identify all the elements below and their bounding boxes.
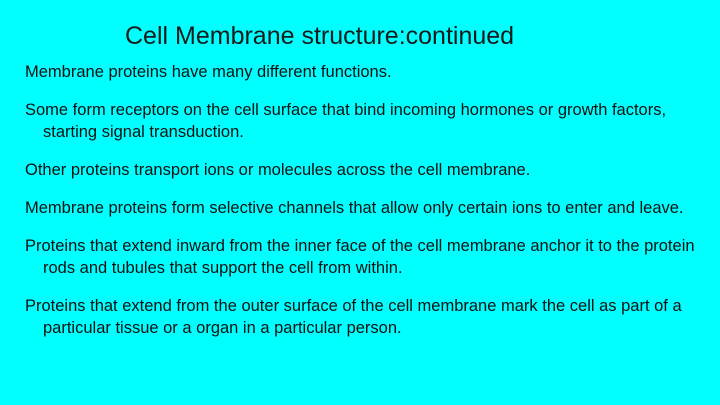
paragraph-transport: Other proteins transport ions or molecules across the cell membrane. (25, 161, 531, 179)
paragraph-markers: Proteins that extend from the outer surface of the cell membrane mark the cell as part of a particular tissue or a organ in a particular person. (25, 297, 682, 337)
slide-body (25, 61, 705, 355)
slide-title: Cell Membrane structure:continued (125, 22, 515, 50)
paragraph-receptors: Some form receptors on the cell surface that bind incoming hormones or growth factors, starting signal transduction. (25, 101, 667, 141)
paragraph-anchor: Proteins that extend inward from the inner face of the cell membrane anchor it to the protein rods and tubules that support the cell from within. (25, 237, 695, 277)
paragraph-channels: Membrane proteins form selective channels that allow only certain ions to enter and leave. (25, 199, 684, 217)
paragraph-functions: Membrane proteins have many different functions. (25, 63, 392, 81)
